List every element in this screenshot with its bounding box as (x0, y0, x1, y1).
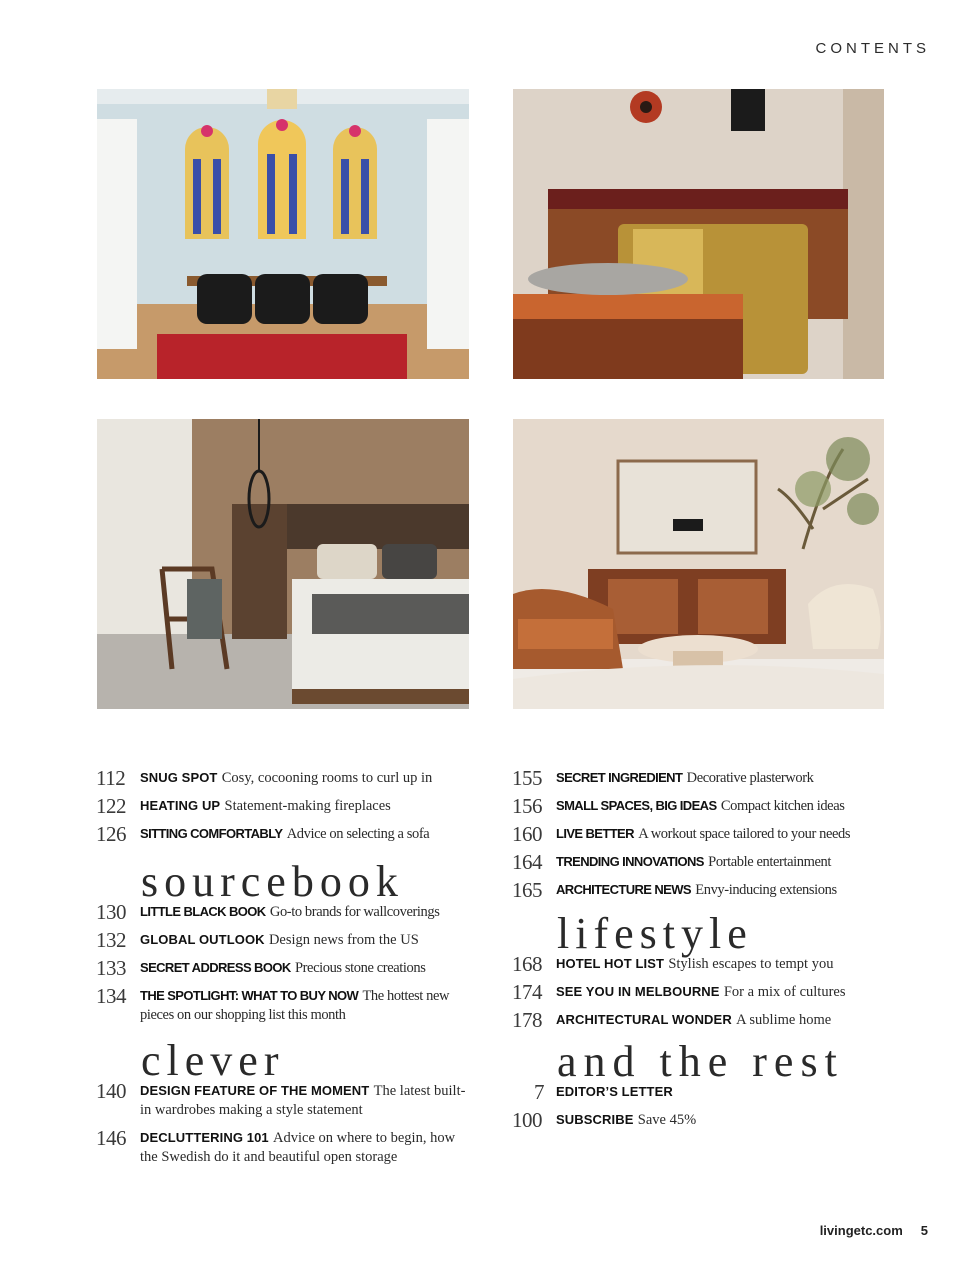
entry-title: ARCHITECTURE NEWS (556, 882, 691, 897)
contents-entry[interactable] (512, 880, 892, 900)
entry-title: SMALL SPACES, BIG IDEAS (556, 798, 717, 813)
photo-living-room (513, 419, 884, 709)
contents-entry[interactable] (96, 768, 476, 788)
entry-title: SNUG SPOT (140, 770, 218, 785)
contents-left-column (96, 768, 476, 1175)
page-number: 130 (96, 900, 126, 924)
page-number: 164 (512, 850, 542, 874)
entry-title: LITTLE BLACK BOOK (140, 904, 266, 919)
entry-description: Advice on where to begin, how the Swedish do it and beautiful open storage (140, 1130, 456, 1165)
entry-description: Go-to brands for wallcoverings (269, 904, 440, 920)
entry-description: Cosy, cocooning rooms to curl up in (221, 770, 433, 786)
entry-title: SITTING COMFORTABLY (140, 826, 283, 841)
entry-title: EDITOR’S LETTER (556, 1084, 673, 1099)
entry-title: DESIGN FEATURE OF THE MOMENT (140, 1083, 370, 1098)
contents-entry[interactable] (96, 986, 476, 1025)
contents-entry[interactable] (96, 796, 476, 816)
entry-description: The latest built-in wardrobes making a style statement (140, 1083, 466, 1118)
contents-entry[interactable] (96, 958, 476, 978)
page-number: 134 (96, 984, 126, 1008)
contents-entry[interactable] (512, 1110, 892, 1130)
section-heading-and-the-rest: and the rest (557, 1037, 844, 1086)
page-number: 7 (534, 1080, 544, 1104)
contents-entry[interactable] (96, 1128, 476, 1167)
photo-kitchen (513, 89, 884, 379)
entry-description: A sublime home (736, 1012, 832, 1028)
page-number: 178 (512, 1008, 542, 1032)
entry-description: Advice on selecting a sofa (286, 826, 430, 842)
contents-right-column (512, 768, 892, 1138)
section-heading-lifestyle: lifestyle (557, 909, 753, 958)
contents-entry[interactable] (512, 824, 892, 844)
contents-entry[interactable] (512, 1010, 892, 1030)
page-footer (820, 1223, 928, 1238)
entry-title: GLOBAL OUTLOOK (140, 932, 265, 947)
section-heading-sourcebook: sourcebook (141, 857, 404, 906)
contents-entry[interactable] (512, 954, 892, 974)
entry-description: Save 45% (637, 1112, 697, 1128)
entry-description: Statement-making fireplaces (224, 798, 391, 814)
page-number: 132 (96, 928, 126, 952)
page-number: 174 (512, 980, 542, 1004)
folio: 5 (920, 1223, 928, 1238)
page-number: 165 (512, 878, 542, 902)
entry-title: ARCHITECTURAL WONDER (556, 1012, 732, 1027)
entry-title: SECRET INGREDIENT (556, 770, 683, 785)
photo-dining-room (97, 89, 469, 379)
contents-entry[interactable] (96, 930, 476, 950)
site-url[interactable]: livingetc.com (819, 1223, 903, 1238)
page-number: 133 (96, 956, 126, 980)
entry-description: The hottest new pieces on our shopping list this month (140, 988, 450, 1023)
section-heading-clever: clever (141, 1036, 285, 1085)
page-number: 100 (512, 1108, 542, 1132)
page-number: 168 (512, 952, 542, 976)
photo-bedroom (97, 419, 469, 709)
entry-title: DECLUTTERING 101 (140, 1130, 269, 1145)
page-number: 122 (96, 794, 126, 818)
entry-title: TRENDING INNOVATIONS (556, 854, 704, 869)
entry-description: Precious stone creations (294, 960, 426, 976)
contents-entry[interactable] (96, 1081, 476, 1120)
contents-entry[interactable] (512, 982, 892, 1002)
page-number: 126 (96, 822, 126, 846)
page-number: 160 (512, 822, 542, 846)
entry-description: Envy-inducing extensions (695, 882, 837, 898)
contents-entry[interactable] (512, 768, 892, 788)
entry-title: HEATING UP (140, 798, 221, 813)
contents-entry[interactable] (96, 824, 476, 844)
contents-entry[interactable] (96, 902, 476, 922)
entry-description: For a mix of cultures (723, 984, 846, 1000)
entry-title: SUBSCRIBE (556, 1112, 634, 1127)
entry-description: Design news from the US (268, 932, 419, 948)
entry-title: THE SPOTLIGHT: WHAT TO BUY NOW (140, 988, 359, 1003)
entry-title: HOTEL HOT LIST (556, 956, 665, 971)
contents-entry[interactable] (512, 796, 892, 816)
contents-entry[interactable] (512, 852, 892, 872)
page-number: 155 (512, 766, 542, 790)
entry-description: Portable entertainment (708, 854, 832, 870)
entry-description: A workout space tailored to your needs (638, 826, 851, 842)
entry-title: SECRET ADDRESS BOOK (140, 960, 291, 975)
page-number: 112 (96, 766, 126, 790)
page-number: 156 (512, 794, 542, 818)
page-number: 140 (96, 1079, 126, 1103)
entry-description: Compact kitchen ideas (720, 798, 845, 814)
page-number: 146 (96, 1126, 126, 1150)
running-head: CONTENTS (815, 40, 930, 57)
entry-title: LIVE BETTER (556, 826, 634, 841)
entry-description: Decorative plasterwork (686, 770, 814, 786)
entry-title: SEE YOU IN MELBOURNE (556, 984, 720, 999)
entry-description: Stylish escapes to tempt you (668, 956, 834, 972)
contents-entry[interactable] (512, 1082, 892, 1102)
